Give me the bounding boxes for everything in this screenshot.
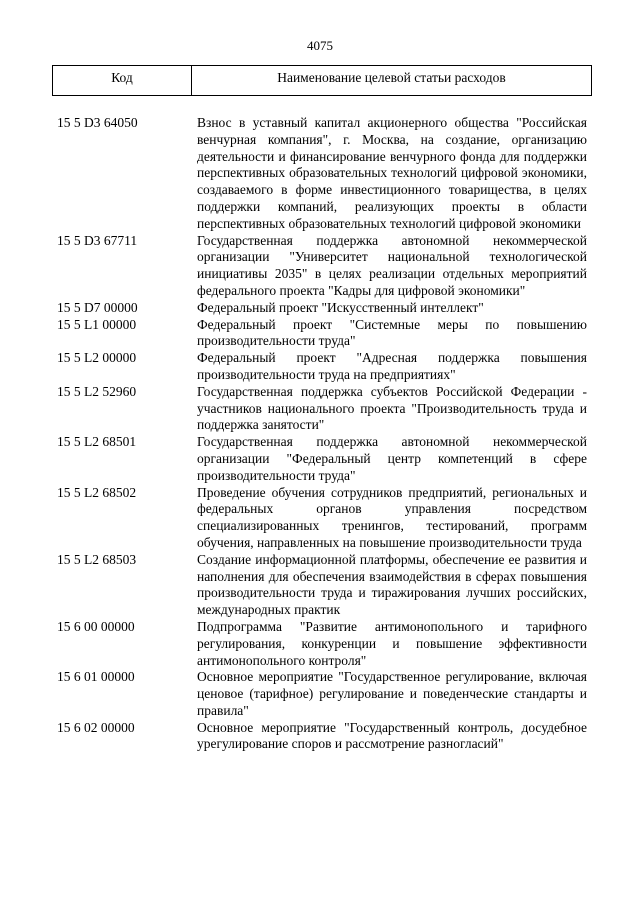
row-name: Государственная поддержка автономной некоммерческой организации "Федеральный центр компетенций в сфере производительности труда" bbox=[197, 434, 587, 483]
row-code: 15 5 D3 64050 bbox=[57, 115, 138, 130]
row-code: 15 5 L2 68503 bbox=[57, 551, 137, 567]
table-row bbox=[57, 720, 587, 754]
row-code: 15 6 01 00000 bbox=[57, 669, 135, 685]
table-row bbox=[57, 434, 587, 484]
row-code: 15 5 D3 67711 bbox=[57, 232, 138, 248]
row-name: Государственная поддержка субъектов Российской Федерации - участников национального проекта "Производительность труда и поддержка занятости" bbox=[197, 383, 587, 433]
table-row bbox=[57, 384, 587, 434]
row-code: 15 6 00 00000 bbox=[57, 618, 135, 634]
table-row bbox=[57, 350, 587, 384]
row-name: Основное мероприятие "Государственное регулирование, включая ценовое (тарифное) регулирование и поведенческие стандарты и правила" bbox=[197, 669, 587, 718]
row-name: Взнос в уставный капитал акционерного общества "Российская венчурная компания", г. Москва, на создание, организацию деятельности и финансирование венчурного фонда для поддержки перспективных образовательных технологий цифровой экономики, создаваемого в форме инвестиционного товарищества, в целях поддержки компаний, реализующих проекты в области перспективных образовательных технологий цифровой экономики bbox=[197, 115, 587, 231]
table-row bbox=[57, 485, 587, 552]
row-name: Подпрограмма "Развитие антимонопольного и тарифного регулирования, конкуренции и повышение эффективности антимонопольного контроля" bbox=[197, 618, 587, 668]
page-number: 4075 bbox=[307, 38, 333, 53]
row-code: 15 5 D7 00000 bbox=[57, 299, 138, 315]
row-code: 15 5 L2 68502 bbox=[57, 484, 137, 500]
row-name: Федеральный проект "Адресная поддержка повышения производительности труда на предприятиях" bbox=[197, 350, 587, 382]
header-code: Код bbox=[53, 66, 192, 95]
row-code: 15 5 L1 00000 bbox=[57, 316, 137, 332]
table-row bbox=[57, 300, 587, 317]
table-row bbox=[57, 115, 587, 233]
row-name: Государственная поддержка автономной некоммерческой организации "Университет национальной технологической инициативы 2035" в целях реализации отдельных мероприятий федерального проекта "Кадры для цифровой экономики" bbox=[197, 232, 587, 298]
header-name: Наименование целевой статьи расходов bbox=[277, 70, 506, 85]
table-body bbox=[57, 115, 587, 753]
table-row bbox=[57, 552, 587, 619]
row-name: Федеральный проект "Искусственный интеллект" bbox=[197, 299, 484, 315]
row-code: 15 5 L2 68501 bbox=[57, 434, 137, 450]
table-row bbox=[57, 619, 587, 669]
table-row bbox=[57, 317, 587, 351]
table-row bbox=[57, 233, 587, 300]
table-header bbox=[52, 65, 592, 96]
row-name: Основное мероприятие "Государственный контроль, досудебное урегулирование споров и рассмотрение разногласий" bbox=[197, 719, 587, 752]
row-name: Проведение обучения сотрудников предприятий, региональных и федеральных органов управления посредством специализированных тренингов, тестирований, программ обучения, направленных на повышение производительности труда bbox=[197, 484, 587, 550]
row-name: Федеральный проект "Системные меры по повышению производительности труда" bbox=[197, 316, 587, 349]
table-row bbox=[57, 669, 587, 719]
row-code: 15 5 L2 00000 bbox=[57, 350, 137, 366]
row-code: 15 6 02 00000 bbox=[57, 719, 135, 735]
row-name: Создание информационной платформы, обеспечение ее развития и наполнения для обеспечения взаимодействия в сферах повышения производительности труда и тиражирования лучших российских, международных практик bbox=[197, 551, 587, 618]
row-code: 15 5 L2 52960 bbox=[57, 383, 137, 399]
